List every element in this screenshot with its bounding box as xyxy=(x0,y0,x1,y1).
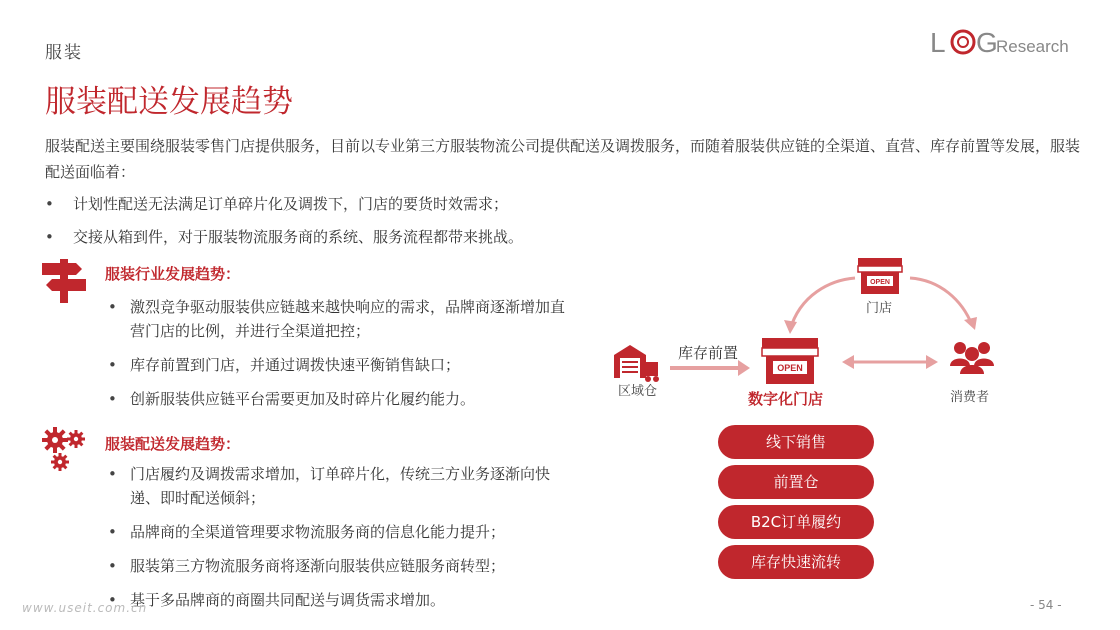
pill-fast-inventory: 库存快速流转 xyxy=(718,545,874,579)
svg-text:OPEN: OPEN xyxy=(777,363,803,373)
store-flow-diagram xyxy=(600,250,1020,450)
challenge-item: • 计划性配送无法满足订单碎片化及调拨下，门店的要货时效需求； xyxy=(45,188,845,221)
industry-trend-item: • 创新服装供应链平台需要更加及时碎片化履约能力。 xyxy=(108,387,578,411)
delivery-trend-item: • 门店履约及调拨需求增加，订单碎片化，传统三方业务逐渐向快递、即时配送倾斜； xyxy=(108,462,578,510)
warehouse-label: 区域仓 xyxy=(618,384,658,399)
industry-trends-title: 服装行业发展趋势： xyxy=(105,265,241,283)
warehouse-icon xyxy=(614,345,659,382)
logo-letter-g: G xyxy=(976,27,998,58)
digital-store-label: 数字化门店 xyxy=(748,390,824,408)
page-title: 服装配送发展趋势 xyxy=(45,84,293,120)
consumers-icon xyxy=(950,342,994,374)
pill-offline-sales: 线下销售 xyxy=(718,425,874,459)
delivery-trend-item: • 品牌商的全渠道管理要求物流服务商的信息化能力提升； xyxy=(108,520,578,544)
logo-ring-o xyxy=(952,31,974,53)
digital-store-icon xyxy=(762,338,818,384)
inventory-forward-label: 库存前置 xyxy=(678,344,739,362)
challenge-item: • 交接从箱到件，对于服装物流服务商的系统、服务流程都带来挑战。 xyxy=(45,221,845,254)
pill-b2c-fulfillment: B2C订单履约 xyxy=(718,505,874,539)
industry-trends-list xyxy=(108,295,578,421)
challenge-list xyxy=(45,188,845,254)
industry-trend-item: • 激烈竞争驱动服装供应链越来越快响应的需求，品牌商逐渐增加直营门店的比例，并进行全渠道把控； xyxy=(108,295,578,343)
logo-research: Research xyxy=(996,37,1069,56)
logo-letter-l: L xyxy=(930,27,946,58)
delivery-trend-item: • 基于多品牌商的商圈共同配送与调货需求增加。 xyxy=(108,588,578,612)
arrow-store-to-consumer xyxy=(910,278,972,325)
logr-logo xyxy=(930,24,1090,60)
page-number: - 54 - xyxy=(1030,598,1062,612)
store-label: 门店 xyxy=(866,301,893,316)
signpost-icon xyxy=(40,255,88,303)
section-category: 服装 xyxy=(45,43,83,63)
gears-icon xyxy=(40,425,88,473)
footer-url: www.useit.com.cn xyxy=(22,601,148,615)
delivery-trends-list xyxy=(108,462,578,622)
delivery-trend-item: • 服装第三方物流服务商将逐渐向服装供应链服务商转型； xyxy=(108,554,578,578)
consumer-label: 消费者 xyxy=(950,390,990,405)
pill-front-warehouse: 前置仓 xyxy=(718,465,874,499)
arrow-digital-to-store xyxy=(790,278,855,330)
intro-paragraph: 服装配送主要围绕服装零售门店提供服务，目前以专业第三方服装物流公司提供配送及调拨服务，而随着服装供应链的全渠道、直营、库存前置等发展，服装配送面临着： xyxy=(45,137,1081,181)
svg-text:OPEN: OPEN xyxy=(870,279,890,286)
store-icon xyxy=(858,258,902,294)
industry-trend-item: • 库存前置到门店，并通过调拨快速平衡销售缺口； xyxy=(108,353,578,377)
delivery-trends-title: 服装配送发展趋势： xyxy=(105,435,241,453)
